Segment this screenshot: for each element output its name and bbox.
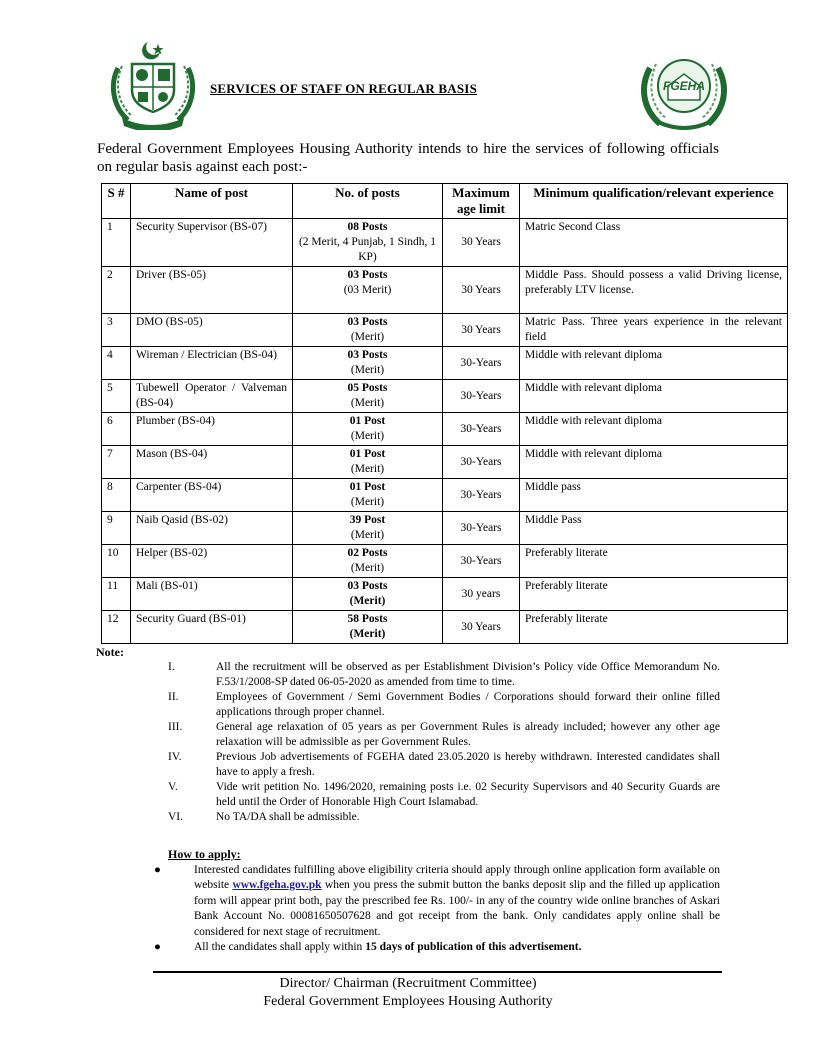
posts-detail: (Merit) [349,595,386,607]
cell-post-name: Plumber (BS-04) [131,413,293,446]
cell-qualification: Middle with relevant diploma [520,413,788,446]
note-label: Note: [96,645,124,659]
posts-count: 05 Posts [347,382,388,394]
cell-age-limit: 30-Years [443,413,520,446]
cell-post-name: Security Supervisor (BS-07) [131,219,293,267]
svg-text:FGEHA: FGEHA [663,79,705,93]
note-item [168,810,720,825]
signatory-organization: Federal Government Employees Housing Authority [263,994,553,1009]
posts-detail: (Merit) [350,496,385,508]
cell-sn: 6 [102,413,131,446]
cell-qualification: Preferably literate [520,578,788,611]
table-header-row [102,184,788,219]
cell-post-name: Wireman / Electrician (BS-04) [131,347,293,380]
cell-sn: 9 [102,512,131,545]
posts-count: 01 Post [349,481,386,493]
website-link[interactable]: www.fgeha.gov.pk [232,879,322,891]
note-item [168,750,720,780]
posts-detail: (2 Merit, 4 Punjab, 1 Sindh, 1 KP) [298,236,437,263]
posts-count: 03 Posts [347,580,388,592]
note-number: VI. [168,811,184,823]
cell-age-limit: 30-Years [443,512,520,545]
note-text: Vide writ petition No. 1496/2020, remaining posts i.e. 02 Security Supervisors and 40 Security Guards are held until the Order of Honorable High Court Islamabad. [216,781,720,808]
cell-sn: 3 [102,314,131,347]
posts-detail: (Merit) [350,430,385,442]
posts-count: 58 Posts [347,613,388,625]
cell-age-limit: 30 Years [443,219,520,267]
cell-post-name: Carpenter (BS-04) [131,479,293,512]
cell-posts [293,446,443,479]
cell-sn: 11 [102,578,131,611]
posts-count: 01 Post [349,448,386,460]
note-item [168,780,720,810]
header-name: Name of post [131,184,293,219]
notes-list [168,660,720,825]
note-item [168,690,720,720]
cell-posts [293,512,443,545]
note-text: General age relaxation of 05 years as per Government Rules is already included; however any other age relaxation will be admissible as per Government Rules. [216,721,720,748]
cell-age-limit: 30-Years [443,446,520,479]
posts-count: 03 Posts [347,316,388,328]
cell-posts [293,413,443,446]
note-number: V. [168,781,178,793]
table-row [102,578,788,611]
page-title: SERVICES OF STAFF ON REGULAR BASIS [210,81,477,96]
cell-posts [293,611,443,644]
note-text: Employees of Government / Semi Government Bodies / Corporations should forward their online filled applications through proper channel. [216,691,720,718]
table-row [102,267,788,314]
cell-age-limit: 30-Years [443,380,520,413]
cell-qualification: Middle pass [520,479,788,512]
cell-age-limit: 30 Years [443,611,520,644]
table-row [102,446,788,479]
cell-sn: 8 [102,479,131,512]
posts-detail: (Merit) [350,529,385,541]
cell-post-name: Mali (BS-01) [131,578,293,611]
posts-count: 39 Post [349,514,386,526]
posts-detail: (Merit) [349,628,386,640]
table-row [102,314,788,347]
bullet-icon: ● [154,863,161,876]
note-text: All the recruitment will be observed as per Establishment Division’s Policy vide Office Memorandum No. F.53/1/2008-SP dated 06-05-2020 as amended from time to time. [216,661,720,688]
list-item [150,863,720,941]
cell-age-limit: 30 years [443,578,520,611]
posts-detail: (Merit) [350,397,385,409]
cell-age-limit: 30-Years [443,479,520,512]
signatory-title: Director/ Chairman (Recruitment Committee) [279,976,537,991]
cell-sn: 4 [102,347,131,380]
posts-count: 01 Post [349,415,386,427]
posts-detail: (Merit) [350,562,385,574]
posts-detail: (Merit) [350,364,385,376]
cell-qualification: Middle with relevant diploma [520,347,788,380]
cell-qualification: Middle Pass [520,512,788,545]
table-row [102,611,788,644]
note-number: III. [168,721,183,733]
bullet-icon: ● [154,941,161,953]
cell-qualification: Matric Pass. Three years experience in the relevant field [520,314,788,347]
cell-age-limit: 30-Years [443,347,520,380]
posts-count: 03 Posts [347,349,388,361]
cell-posts [293,267,443,314]
cell-post-name: Helper (BS-02) [131,545,293,578]
posts-count: 03 Posts [347,269,388,281]
cell-age-limit: 30-Years [443,545,520,578]
header-sn: S # [102,184,131,219]
fgeha-logo [638,46,730,134]
cell-qualification: Middle Pass. Should possess a valid Driving license, preferably LTV license. [520,267,788,314]
posts-detail: (Merit) [350,331,385,343]
note-number: IV. [168,751,182,763]
state-emblem-logo [108,38,198,130]
cell-qualification: Preferably literate [520,611,788,644]
cell-post-name: Naib Qasid (BS-02) [131,512,293,545]
cell-posts [293,347,443,380]
posts-detail: (Merit) [350,463,385,475]
table-row [102,512,788,545]
table-row [102,380,788,413]
how-to-apply-heading: How to apply: [168,847,241,861]
table-row [102,479,788,512]
table-row [102,347,788,380]
note-number: II. [168,691,179,703]
cell-sn: 2 [102,267,131,314]
posts-count: 02 Posts [347,547,388,559]
header-qualification: Minimum qualification/relevant experience [520,184,788,219]
cell-post-name: Security Guard (BS-01) [131,611,293,644]
posts-detail: (03 Merit) [343,284,392,296]
posts-count: 08 Posts [347,221,388,233]
signature-divider [153,971,722,973]
note-text: Previous Job advertisements of FGEHA dated 23.05.2020 is hereby withdrawn. Interested candidates shall have to apply a fresh. [216,751,720,778]
cell-posts [293,314,443,347]
cell-posts [293,578,443,611]
cell-post-name: Driver (BS-05) [131,267,293,314]
apply-instructions: Interested candidates fulfilling above eligibility criteria should apply through online application form available on website www.fgeha.gov.pk when you press the submit button the banks deposit slip and the filled up application form will appear print both, pay the prescribed fee Rs. 100/- in any of the country wide online branches of Askari Bank Account No. 00081650507628 and got receipt from the bank. Only candidates apply online shall be considered for next stage of recruitment. [194,863,720,938]
posts-table [101,183,788,644]
apply-deadline: All the candidates shall apply within 15 days of publication of this advertisement. [194,941,582,953]
note-text: No TA/DA shall be admissible. [216,811,360,823]
cell-qualification: Middle with relevant diploma [520,380,788,413]
note-item [168,720,720,750]
cell-post-name: Mason (BS-04) [131,446,293,479]
cell-qualification: Matric Second Class [520,219,788,267]
cell-post-name: Tubewell Operator / Valveman (BS-04) [131,380,293,413]
cell-posts [293,545,443,578]
cell-sn: 5 [102,380,131,413]
cell-sn: 7 [102,446,131,479]
table-row [102,219,788,267]
cell-qualification: Middle with relevant diploma [520,446,788,479]
list-item [150,940,720,956]
how-to-apply-list [150,847,720,956]
cell-sn: 12 [102,611,131,644]
cell-sn: 10 [102,545,131,578]
header-posts: No. of posts [293,184,443,219]
table-row [102,545,788,578]
note-number: I. [168,661,175,673]
cell-posts [293,219,443,267]
note-item [168,660,720,690]
table-row [102,413,788,446]
intro-paragraph: Federal Government Employees Housing Authority intends to hire the services of following officials on regular basis against each post:- [97,141,719,175]
cell-qualification: Preferably literate [520,545,788,578]
cell-sn: 1 [102,219,131,267]
cell-age-limit: 30 Years [443,267,520,314]
header-age: Maximum age limit [443,184,520,219]
cell-posts [293,479,443,512]
cell-age-limit: 30 Years [443,314,520,347]
cell-post-name: DMO (BS-05) [131,314,293,347]
cell-posts [293,380,443,413]
